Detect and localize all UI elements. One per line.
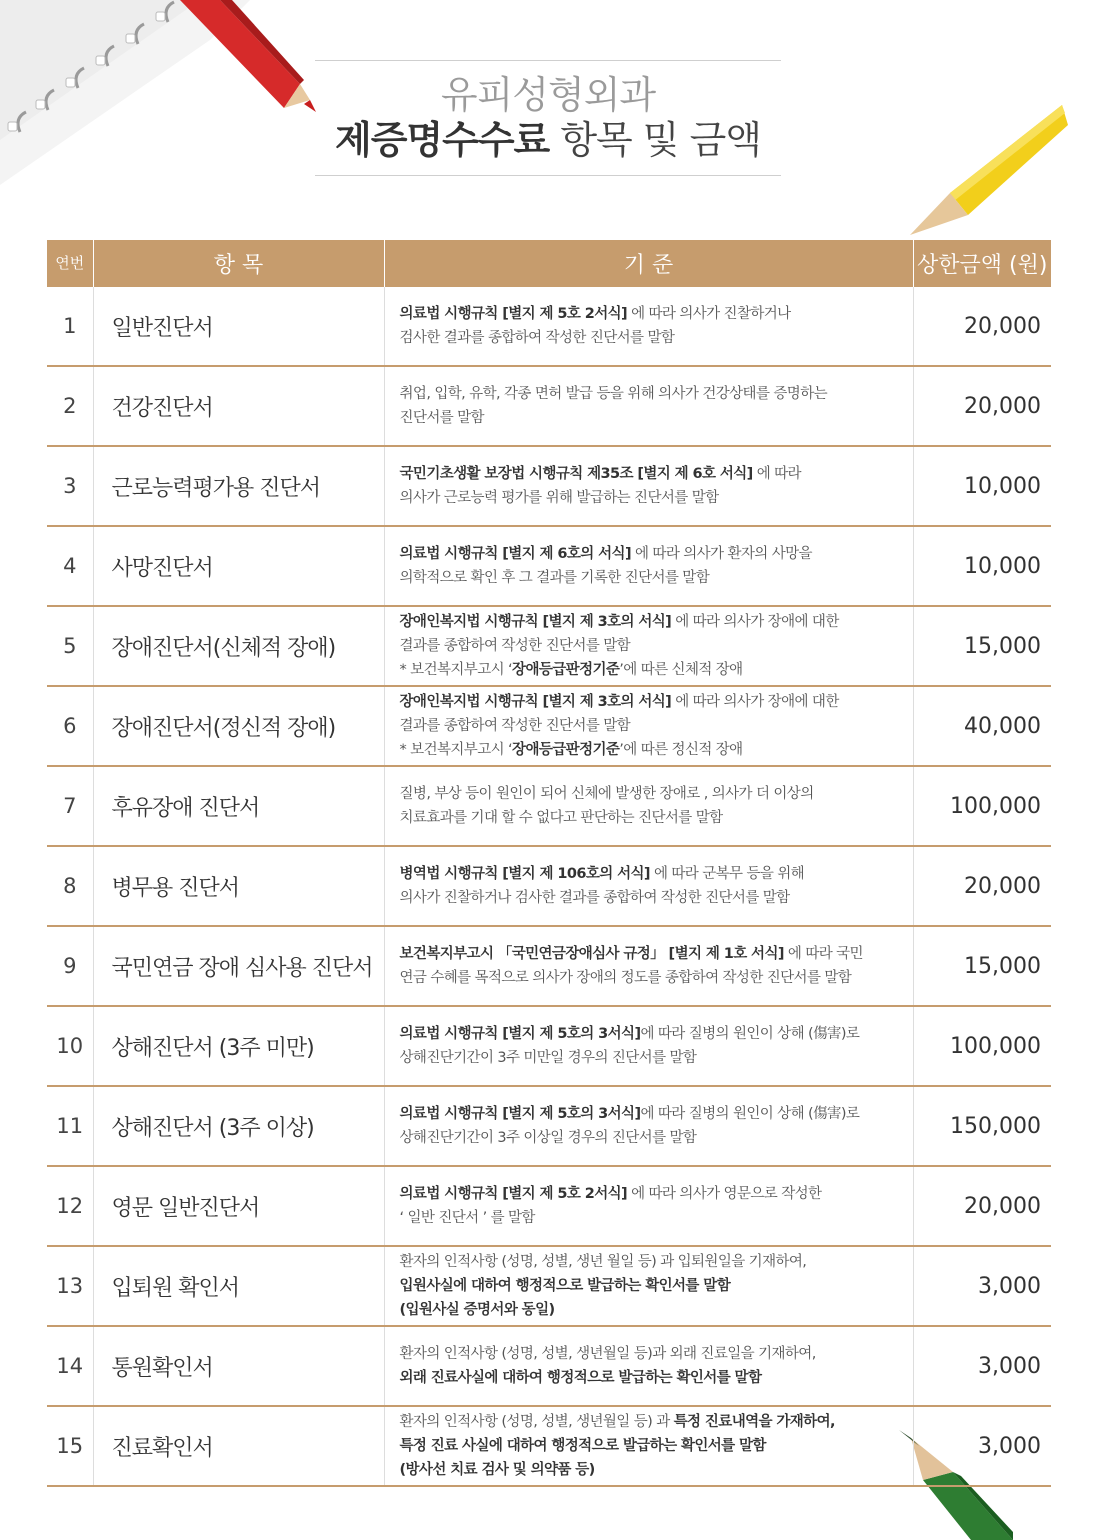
basis-text: 에 따라 의사가 진찰하거나 [627,306,791,322]
basis-text: 장애등급판정기준 [512,742,620,758]
basis-text: 특정 진료내역을 가재하여, [673,1414,835,1430]
red-pencil-decoration [180,0,330,130]
row-amount: 20,000 [913,366,1051,446]
basis-line [400,658,913,682]
row-basis [384,526,913,606]
basis-text: 에 따라 의사가 장애에 대한 [671,614,839,630]
basis-line [400,806,913,830]
basis-line [400,690,913,714]
basis-text: 치료효과를 기대 할 수 없다고 판단하는 진단서를 말함 [399,810,723,826]
basis-text: 특정 진료 사실에 대하여 행정적으로 발급하는 확인서를 말함 [399,1438,766,1454]
basis-text: 의료법 시행규칙 [별지 제 6호의 서식] [399,546,631,562]
basis-text: 입원사실에 대하여 행정적으로 발급하는 확인서를 말함 [399,1278,731,1294]
row-basis [384,686,913,766]
row-item: 근로능력평가용 진단서 [93,446,384,526]
basis-text: 진단서를 말함 [399,410,484,426]
header-bottom-rule [315,175,781,176]
row-amount: 15,000 [913,606,1051,686]
table-row [47,766,1051,846]
row-basis [384,366,913,446]
row-item: 장애진단서(정신적 장애) [93,686,384,766]
basis-text: (방사선 치료 검사 및 의약품 등) [399,1462,595,1478]
basis-line [400,1102,913,1126]
basis-text: 장애인복지법 시행규칙 [별지 제 3호의 서식] [399,614,672,630]
basis-text: 장애인복지법 시행규칙 [별지 제 3호의 서식] [399,694,672,710]
table-row [47,1406,1051,1486]
header-amount: 상한금액 (원) [913,240,1051,287]
basis-line [400,302,913,326]
basis-text: 상해진단기간이 3주 미만일 경우의 진단서를 말함 [399,1050,697,1066]
row-basis [384,606,913,686]
table-header-row [47,240,1051,287]
table-body [47,287,1051,1486]
table-row [47,366,1051,446]
basis-text: 의료법 시행규칙 [별지 제 5호의 3서식] [399,1106,641,1122]
row-number: 10 [47,1006,93,1086]
basis-text: 상해진단기간이 3주 이상일 경우의 진단서를 말함 [399,1130,697,1146]
basis-text: 결과를 종합하여 작성한 진단서를 말함 [399,638,631,654]
table-row [47,1006,1051,1086]
table-row [47,1326,1051,1406]
basis-text: ‘ 일반 진단서 ’ 를 말함 [399,1210,535,1226]
table-row [47,526,1051,606]
basis-text: 에 따라 질병의 원인이 상해 (傷害)로 [640,1106,860,1122]
basis-text: 환자의 인적사항 (성명, 성별, 생년월일 등) 과 [399,1414,674,1430]
table-row [47,287,1051,366]
row-amount: 100,000 [913,766,1051,846]
basis-line [400,966,913,990]
basis-line [400,1298,913,1322]
basis-text: 에 따라 [752,466,801,482]
row-number: 4 [47,526,93,606]
row-item: 건강진단서 [93,366,384,446]
basis-text: * 보건복지부고시 ‘ [399,662,513,678]
row-basis [384,1246,913,1326]
basis-text: 환자의 인적사항 (성명, 성별, 생년 월일 등) 과 입퇴원일을 기재하여, [399,1254,807,1270]
row-number: 5 [47,606,93,686]
row-basis [384,446,913,526]
basis-text: 의학적으로 확인 후 그 결과를 기록한 진단서를 말함 [399,570,710,586]
row-amount: 40,000 [913,686,1051,766]
row-item: 통원확인서 [93,1326,384,1406]
table-row [47,606,1051,686]
row-item: 일반진단서 [93,287,384,366]
basis-text: 연금 수혜를 목적으로 의사가 장애의 정도를 종합하여 작성한 진단서를 말함 [399,970,852,986]
page-title [315,117,781,163]
basis-text: 에 따라 국민 [783,946,863,962]
row-amount: 100,000 [913,1006,1051,1086]
basis-line [400,1206,913,1230]
row-number: 3 [47,446,93,526]
table-row [47,926,1051,1006]
basis-line [400,462,913,486]
row-item: 장애진단서(신체적 장애) [93,606,384,686]
basis-line [400,1126,913,1150]
basis-line [400,782,913,806]
basis-line [400,1046,913,1070]
row-amount: 10,000 [913,446,1051,526]
row-item: 국민연금 장애 심사용 진단서 [93,926,384,1006]
row-basis [384,1326,913,1406]
row-amount: 10,000 [913,526,1051,606]
basis-text: (입원사실 증명서와 동일) [399,1302,555,1318]
row-number: 2 [47,366,93,446]
row-item: 사망진단서 [93,526,384,606]
fee-table [47,240,1051,1487]
row-amount: 150,000 [913,1086,1051,1166]
table-row [47,1086,1051,1166]
table-row [47,846,1051,926]
header-top-rule [315,60,781,61]
row-basis [384,846,913,926]
row-number: 13 [47,1246,93,1326]
basis-line [400,406,913,430]
basis-text: 의료법 시행규칙 [별지 제 5호 2서식] [399,306,628,322]
row-amount: 20,000 [913,846,1051,926]
basis-text: 에 따라 군복무 등을 위해 [649,866,805,882]
basis-line [400,1410,913,1434]
basis-text: 질병, 부상 등이 원인이 되어 신체에 발생한 장애로 , 의사가 더 이상의 [399,786,814,802]
table-row [47,446,1051,526]
basis-text: 의료법 시행규칙 [별지 제 5호의 3서식] [399,1026,641,1042]
basis-line [400,1342,913,1366]
basis-text: ’에 따른 신체적 장애 [619,662,743,678]
basis-line [400,542,913,566]
row-item: 입퇴원 확인서 [93,1246,384,1326]
basis-text: 결과를 종합하여 작성한 진단서를 말함 [399,718,631,734]
row-amount: 20,000 [913,287,1051,366]
basis-line [400,886,913,910]
row-number: 8 [47,846,93,926]
basis-line [400,1274,913,1298]
row-amount: 20,000 [913,1166,1051,1246]
page-title-rest: 항목 및 금액 [549,118,762,162]
row-number: 11 [47,1086,93,1166]
row-number: 14 [47,1326,93,1406]
basis-text: 환자의 인적사항 (성명, 성별, 생년월일 등)과 외래 진료일을 기재하여, [399,1346,816,1362]
header-basis: 기 준 [384,240,913,287]
row-basis [384,1086,913,1166]
table-row [47,686,1051,766]
basis-line [400,1022,913,1046]
page-title-bold: 제증명수수료 [334,118,550,162]
clinic-name: 유피성형외과 [440,73,656,117]
row-item: 상해진단서 (3주 미만) [93,1006,384,1086]
basis-text: 에 따라 의사가 영문으로 작성한 [627,1186,822,1202]
basis-line [400,714,913,738]
basis-text: 국민기초생활 보장법 시행규칙 제35조 [별지 제 6호 서식] [399,466,753,482]
row-item: 진료확인서 [93,1406,384,1486]
row-basis [384,1406,913,1486]
basis-text: 에 따라 의사가 장애에 대한 [671,694,839,710]
row-amount: 3,000 [913,1406,1051,1486]
row-item: 병무용 진단서 [93,846,384,926]
basis-text: 검사한 결과를 종합하여 작성한 진단서를 말함 [399,330,675,346]
basis-line [400,738,913,762]
row-amount: 15,000 [913,926,1051,1006]
row-basis [384,926,913,1006]
basis-line [400,942,913,966]
row-number: 12 [47,1166,93,1246]
basis-line [400,566,913,590]
basis-text: 장애등급판정기준 [512,662,620,678]
row-amount: 3,000 [913,1246,1051,1326]
basis-line [400,1458,913,1482]
row-number: 15 [47,1406,93,1486]
page-header [315,60,781,176]
basis-text: 보건복지부고시 「국민연금장애심사 규정」 [별지 제 1호 서식] [399,946,784,962]
row-basis [384,287,913,366]
basis-text: 의사가 근로능력 평가를 위해 발급하는 진단서를 말함 [399,490,719,506]
row-basis [384,766,913,846]
basis-line [400,634,913,658]
yellow-pencil-decoration [890,105,1070,255]
row-number: 1 [47,287,93,366]
basis-line [400,326,913,350]
row-amount: 3,000 [913,1326,1051,1406]
basis-text: 외래 진료사실에 대하여 행정적으로 발급하는 확인서를 말함 [399,1370,762,1386]
basis-text: ’에 따른 정신적 장애 [619,742,743,758]
table-row [47,1246,1051,1326]
basis-text: * 보건복지부고시 ‘ [399,742,513,758]
basis-line [400,862,913,886]
basis-line [400,1434,913,1458]
basis-text: 병역법 시행규칙 [별지 제 106호의 서식] [399,866,650,882]
row-item: 상해진단서 (3주 이상) [93,1086,384,1166]
basis-text: 에 따라 질병의 원인이 상해 (傷害)로 [640,1026,860,1042]
row-number: 6 [47,686,93,766]
basis-line [400,486,913,510]
basis-text: 에 따라 의사가 환자의 사망을 [630,546,812,562]
header-no: 연번 [47,240,93,287]
header-item: 항 목 [93,240,384,287]
basis-text: 의료법 시행규칙 [별지 제 5호 2서식] [399,1186,628,1202]
row-number: 7 [47,766,93,846]
row-number: 9 [47,926,93,1006]
row-item: 후유장애 진단서 [93,766,384,846]
basis-line [400,1250,913,1274]
basis-text: 의사가 진찰하거나 검사한 결과를 종합하여 작성한 진단서를 말함 [399,890,790,906]
basis-line [400,610,913,634]
row-basis [384,1006,913,1086]
basis-line [400,382,913,406]
table-row [47,1166,1051,1246]
row-basis [384,1166,913,1246]
basis-line [400,1366,913,1390]
row-item: 영문 일반진단서 [93,1166,384,1246]
basis-line [400,1182,913,1206]
basis-text: 취업, 입학, 유학, 각종 면허 발급 등을 위해 의사가 건강상태를 증명하는 [399,386,828,402]
